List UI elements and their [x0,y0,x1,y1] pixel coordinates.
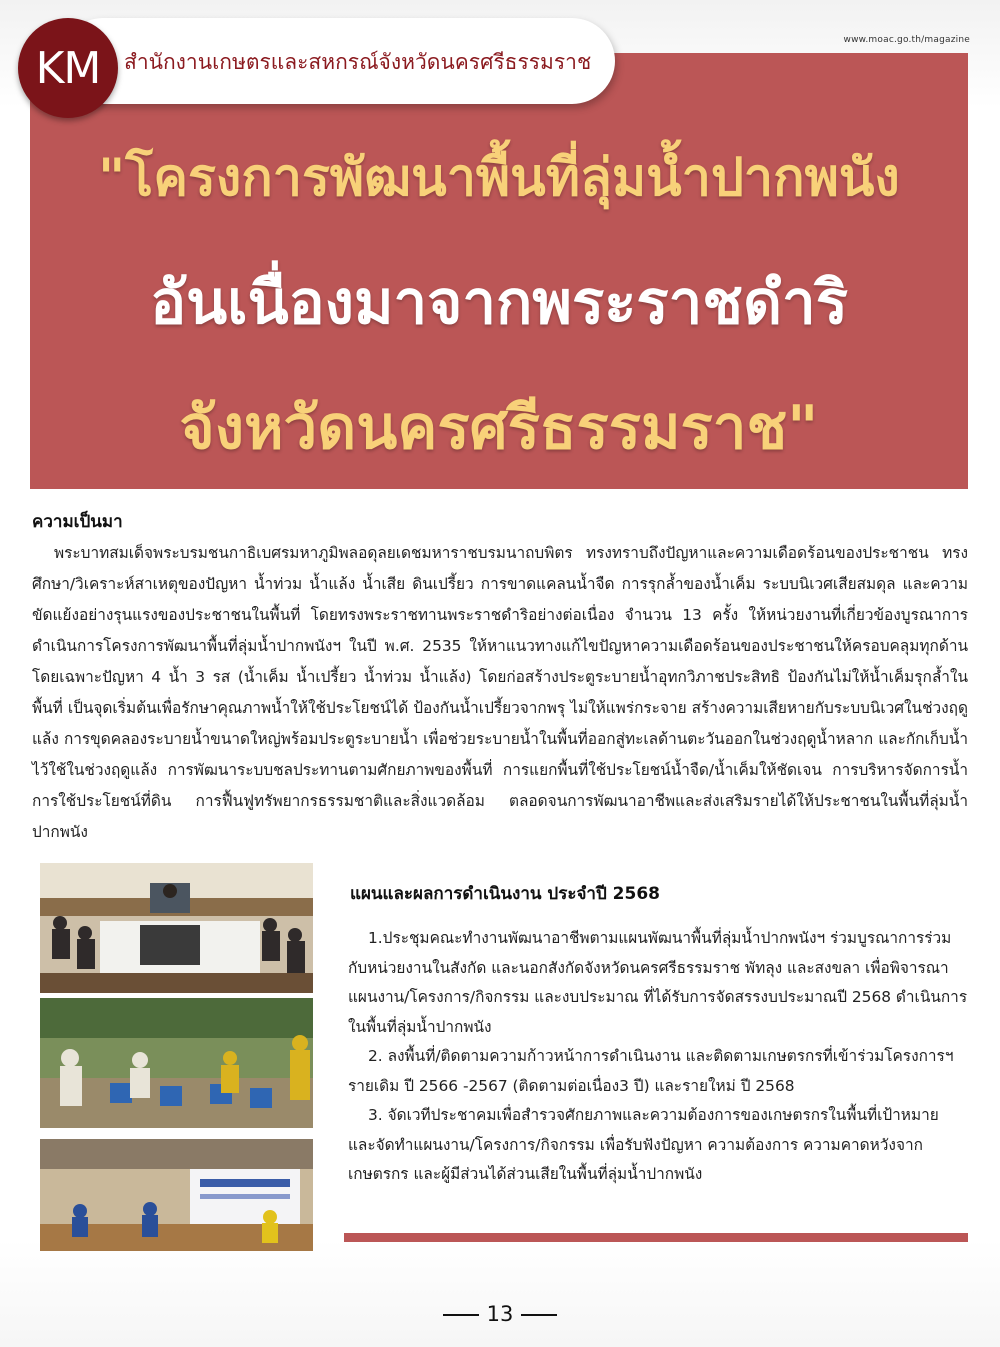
title-line-1: "โครงการพัฒนาพื้นที่ลุ่มน้ำปากพนัง [98,148,900,208]
meeting-room-photo [40,863,313,993]
km-logo: KM [18,18,118,118]
title-line-3: จังหวัดนครศรีธรรมราช" [179,393,819,463]
plan-item: 1.ประชุมคณะทำงานพัฒนาอาชีพตามแผนพัฒนาพื้นที่ลุ่มน้ำปากพนังฯ ร่วมบูรณาการร่วมกับหน่วยงานในสังกัด และนอกสังกัดจังหวัดนครศรีธรรมราช พัทลุง และสงขลา เพื่อพิจารณาแผนงาน/โครงการ/กิจกรรม และงบประมาณ ที่ได้รับการจัดสรรงบประมาณปี 2568 ดำเนินการในพื้นที่ลุ่มน้ำปากพนัง [348,929,968,1036]
dash-left [443,1314,479,1316]
background-paragraph: พระบาทสมเด็จพระบรมชนกาธิเบศรมหาภูมิพลอดุลยเดชมหาราชบรมนาถบพิตร ทรงทราบถึงปัญหาและความเดือดร้อนของประชาชน ทรงศึกษา/วิเคราะห์สาเหตุของปัญหา น้ำท่วม น้ำแล้ง น้ำเสีย ดินเปรี้ยว การขาดแคลนน้ำจืด การรุกล้ำของน้ำเค็ม ระบบนิเวศเสียสมดุล และความขัดแย้งอย่างรุนแรงของประชาชนในพื้นที่ โดยทรงพระราชทานพระราชดำริอย่างต่อเนื่อง จำนวน 13 ครั้ง ให้หน่วยงานที่เกี่ยวข้องบูรณาการดำเนินการโครงการพัฒนาพื้นที่ลุ่มน้ำปากพนังฯ ในปี พ.ศ. 2535 ให้หาแนวทางแก้ไขปัญหาความเดือดร้อนของประชาชนให้ครอบคลุมทุกด้าน โดยเฉพาะปัญหา 4 น้ำ 3 รส (น้ำเค็ม น้ำเปรี้ยว น้ำท่วม น้ำแล้ง) โดยก่อสร้างประตูระบายน้ำอุทกวิภาชประสิทธิ ป้องกันไม่ให้น้ำเค็มรุกล้ำในพื้นที่ เป็นจุดเริ่มต้นเพื่อรักษาคุณภาพน้ำให้ใช้ประโยชน์ได้ ป้องกันน้ำเปรี้ยวจากพรุ ไม่ให้แพร่กระจาย สร้างความเสียหายกับระบบนิเวศในช่วงฤดูแล้ง การขุดคลองระบายน้ำขนาดใหญ่พร้อมประตูระบายน้ำ เพื่อช่วยระบายน้ำในพื้นที่ออกสู่ทะเลด้านตะวันออกในช่วงฤดูน้ำหลาก และกักเก็บน้ำไว้ใช้ในช่วงฤดูแล้ง การพัฒนาระบบชลประทานตามศักยภาพของพื้นที่ การแยกพื้นที่ใช้ประโยชน์น้ำจืด/น้ำเค็มให้ชัดเจน การบริหารจัดการน้ำ การใช้ประโยชน์ที่ดิน การฟื้นฟูทรัพยากรธรรมชาติและสิ่งแวดล้อม ตลอดจนการพัฒนาอาชีพและส่งเสริมรายได้ให้ประชาชนในพื้นที่ลุ่มน้ำปากพนัง [32,544,968,841]
page-number-text: 13 [486,1302,514,1326]
background-heading: ความเป็นมา [32,512,123,532]
plan-items [348,924,968,1190]
dash-right [521,1314,557,1316]
plan-item: 3. จัดเวทีประชาคมเพื่อสำรวจศักยภาพและความต้องการของเกษตรกรในพื้นที่เป้าหมาย และจัดทำแผนงาน/โครงการ/กิจกรรม เพื่อรับฟังปัญหา ความต้องการ ความคาดหวังจากเกษตรกร และผู้มีส่วนได้ส่วนเสียในพื้นที่ลุ่มน้ำปากพนัง [348,1106,939,1183]
office-name: สำนักงานเกษตรและสหกรณ์จังหวัดนครศรีธรรมราช [124,50,592,74]
outdoor-meeting-photo [40,998,313,1128]
section-divider [344,1233,968,1242]
plan-heading: แผนและผลการดำเนินงาน ประจำปี 2568 [350,884,661,904]
title-line-2: อันเนื่องมาจากพระราชดำริ [150,268,848,338]
plan-item: 2. ลงพื้นที่/ติดตามความก้าวหน้าการดำเนินงาน และติดตามเกษตรกรที่เข้าร่วมโครงการฯ รายเดิม ปี 2566 -2567 (ติดตามต่อเนื่อง3 ปี) และรายใหม่ ปี 2568 [348,1047,954,1095]
website-url[interactable]: www.moac.go.th/magazine [843,35,970,45]
village-hall-photo [40,1139,313,1251]
page-number [0,1302,1000,1326]
